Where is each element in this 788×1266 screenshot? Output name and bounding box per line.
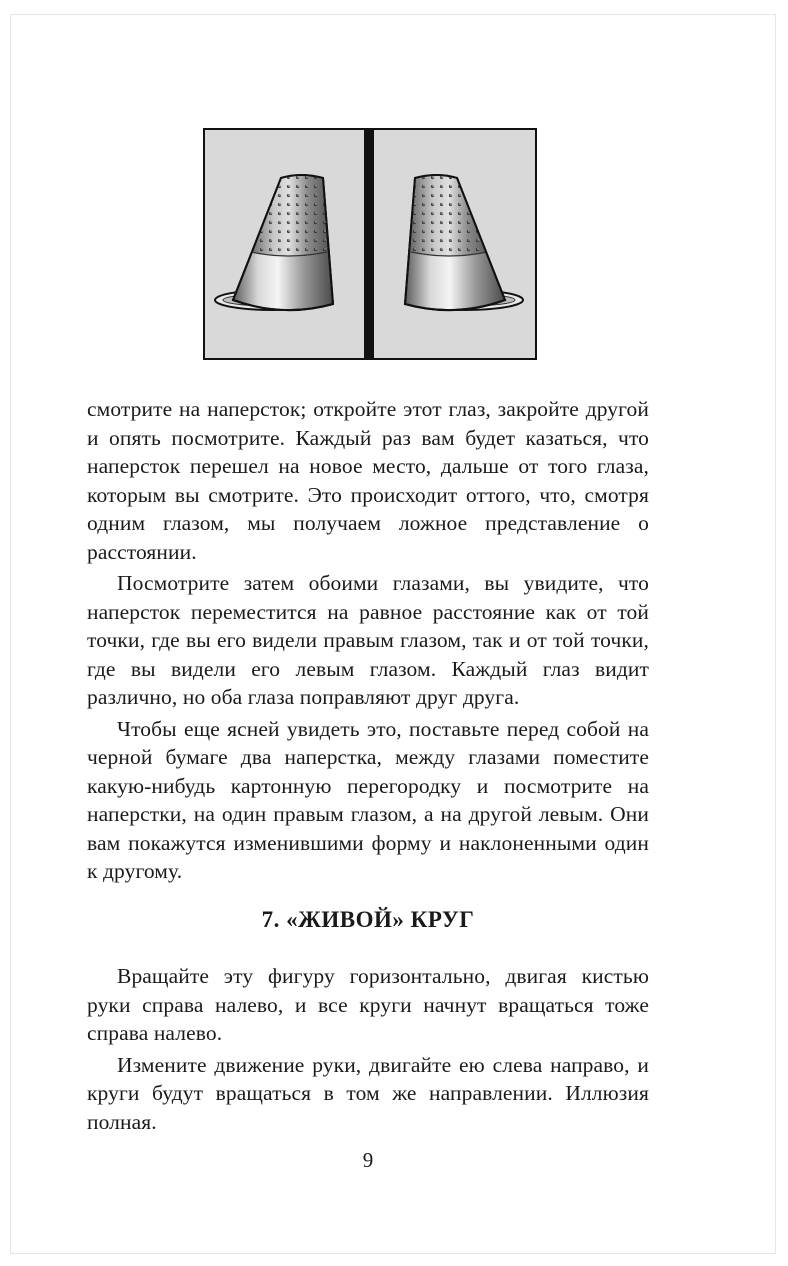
section-1-text xyxy=(87,395,649,889)
paragraph: Вращайте эту фигуру горизонтально, двигая кистью руки справа налево, и все круги начнут вращаться тоже справа налево. xyxy=(87,964,649,1045)
thimbles-illustration xyxy=(203,128,537,360)
figure-divider xyxy=(364,129,374,359)
paragraph: Посмотрите затем обоими глазами, вы увидите, что наперсток переместится на равное расстояние как от той точки, где вы его видели правым глазом, так и от той точки, где вы видели его левым глазом. Каждый глаз видит различно, но оба глаза поправляют друг друга. xyxy=(87,571,649,709)
page-number: 9 xyxy=(362,1148,374,1172)
section-2-text xyxy=(87,962,649,1139)
paragraph: Чтобы еще ясней увидеть это, поставьте перед собой на черной бумаге два наперстка, между глазами поместите какую-нибудь картонную перегородку и посмотрите на наперстки, на один правым глазом, а на другой левым. Они вам покажутся изменившими форму и наклоненными один к другому. xyxy=(87,716,649,883)
paragraph: Измените движение руки, двигайте ею слева направо, и круги будут вращаться в том же направлении. Иллюзия полная. xyxy=(87,1052,649,1134)
section-heading: 7. «ЖИВОЙ» КРУГ xyxy=(261,907,475,932)
paragraph: смотрите на наперсток; откройте этот глаз, закройте другой и опять посмотрите. Каждый раз вам будет казаться, что наперсток перешел на новое место, дальше от того глаза, которым вы смотрите. Это происходит оттого, что, смотря одним глазом, мы получаем ложное представление о расстоянии. xyxy=(87,397,649,564)
